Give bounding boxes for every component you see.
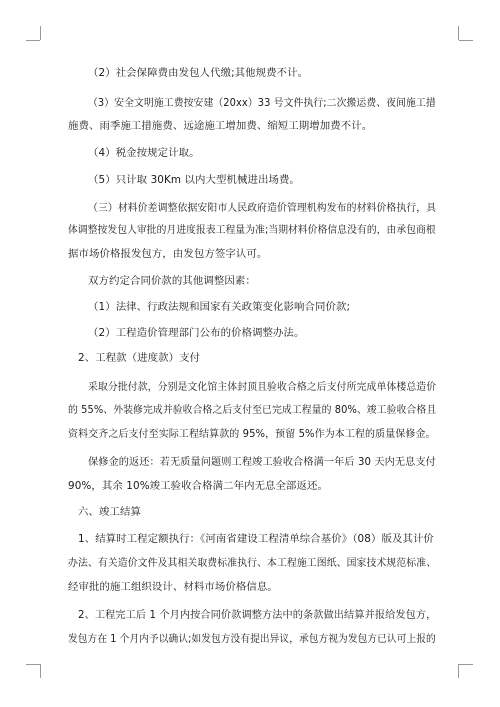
paragraph-line: （2）社会保障费由发包人代缴;其他规费不计。 [88, 67, 309, 79]
paragraph-line: 保修金的返还：若无质量问题则工程竣工验收合格满一年后 30 天内无息支付 [88, 456, 436, 468]
paragraph-line: （4）税金按规定计取。 [88, 147, 200, 159]
paragraph-line: 资料交齐之后支付至实际工程结算款的 95%，预留 5%作为本工程的质量保修金。 [68, 428, 436, 440]
paragraph-line: 双方约定合同价款的其他调整因素： [88, 275, 256, 287]
paragraph-line: 采取分批付款，分别是文化馆主体封顶且验收合格之后支付所完成单体楼总造价 [88, 381, 437, 393]
paragraph-line: （2）工程造价管理部门公布的价格调整办法。 [88, 327, 305, 339]
section-heading: 2、工程款（进度款）支付 [78, 352, 201, 364]
paragraph-line: 经审批的施工组织设计、材料市场价格信息。 [68, 581, 278, 593]
paragraph-line: （三）材料价差调整依据安阳市人民政府造价管理机构发布的材料价格执行，具 [88, 202, 437, 214]
paragraph-line: 1、结算时工程定额执行：《河南省建设工程清单综合基价》（08）版及其计价 [78, 533, 434, 545]
paragraph-line: 的 55%、外装修完成并验收合格之后支付至已完成工程量的 80%、竣工验收合格且 [68, 404, 437, 416]
paragraph-line: 施费、雨季施工措施费、远途施工增加费、缩短工期增加费不计。 [68, 120, 373, 132]
paragraph-line: 发包方在 1 个月内予以确认;如发包方没有提出异议，承包方视为发包方已认可上报的 [68, 633, 436, 645]
paragraph-line: 90%，其余 10%竣工验收合格满二年内无息全部返还。 [68, 480, 329, 492]
paragraph-line: （3）安全文明施工费按安建（20xx）33 号文件执行;二次搬运费、夜间施工措 [88, 97, 436, 109]
paragraph-line: 据市场价格报发包方，由发包方签字认可。 [68, 248, 268, 260]
paragraph-line: （1）法律、行政法规和国家有关政策变化影响合同价款; [88, 301, 351, 313]
paragraph-line: 2、工程完工后 1 个月内按合同价款调整方法中的条款做出结算并报给发包方， [78, 609, 437, 621]
section-heading: 六、竣工结算 [78, 506, 141, 518]
paragraph-line: （5）只计取 30Km 以内大型机械进出场费。 [88, 174, 300, 186]
paragraph-line: 办法、有关造价文件及其相关取费标准执行、本工程施工图纸、国家技术规范标准、 [68, 557, 437, 569]
paragraph-line: 体调整按发包人审批的月进度报表工程量为准;当期材料价格信息没有的，由承包商根 [68, 224, 436, 236]
